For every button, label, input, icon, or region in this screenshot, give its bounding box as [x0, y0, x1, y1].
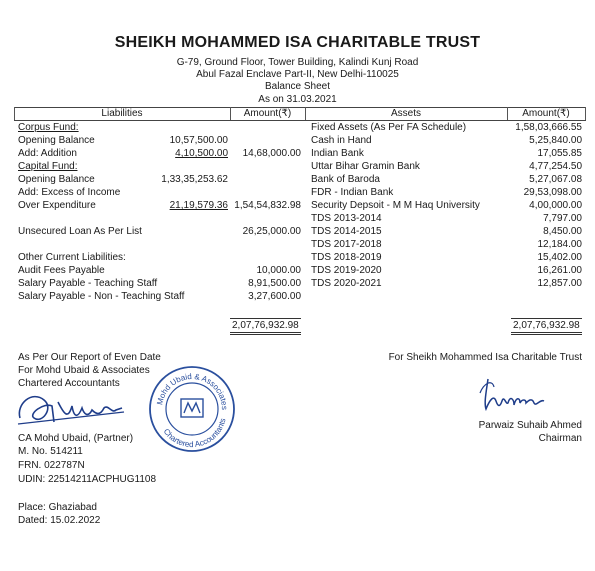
asset-amount: 29,53,098.00 — [523, 187, 582, 198]
liability-label: Corpus Fund: — [18, 122, 79, 133]
table-row — [0, 173, 595, 186]
liabilities-column-header: Liabilities — [101, 108, 143, 119]
udin-number: UDIN: 22514211ACPHUG1108 — [18, 474, 157, 485]
liability-amount: 14,68,000.00 — [242, 148, 301, 159]
place: Place: Ghaziabad — [18, 502, 97, 513]
asset-amount: 5,25,840.00 — [529, 135, 582, 146]
liability-label: Salary Payable - Teaching Staff — [18, 278, 158, 289]
liability-label: Audit Fees Payable — [18, 265, 105, 276]
chairman-signature-icon — [474, 373, 554, 417]
table-row — [0, 290, 595, 303]
asset-label: Indian Bank — [311, 148, 364, 159]
liability-label: Salary Payable - Non - Teaching Staff — [18, 291, 185, 302]
table-row — [0, 264, 595, 277]
asset-amount: 7,797.00 — [543, 213, 582, 224]
liability-label: Add: Addition — [18, 148, 77, 159]
liability-sub-amount: 21,19,579.36 — [169, 200, 228, 211]
table-row — [0, 199, 595, 212]
chairman-designation: Chairman — [538, 433, 582, 444]
liability-amount: 1,54,54,832.98 — [234, 200, 301, 211]
table-row — [0, 160, 595, 173]
amount-left-column-header: Amount(₹) — [243, 108, 292, 119]
liability-sub-amount: 4,10,500.00 — [175, 148, 228, 159]
report-reference: As Per Our Report of Even Date — [18, 352, 161, 363]
asset-label: Bank of Baroda — [311, 174, 380, 185]
dated: Dated: 15.02.2022 — [18, 515, 101, 526]
auditor-name: CA Mohd Ubaid, (Partner) — [18, 433, 134, 444]
asset-amount: 17,055.85 — [537, 148, 582, 159]
liability-sub-amount: 10,57,500.00 — [169, 135, 228, 146]
asset-label: TDS 2019-2020 — [311, 265, 382, 276]
asset-amount: 4,00,000.00 — [529, 200, 582, 211]
liability-label: Capital Fund: — [18, 161, 78, 172]
asset-amount: 12,184.00 — [537, 239, 582, 250]
liability-label: Add: Excess of Income — [18, 187, 121, 198]
asset-label: FDR - Indian Bank — [311, 187, 394, 198]
table-row — [0, 134, 595, 147]
table-row — [0, 186, 595, 199]
table-row — [0, 121, 595, 134]
liabilities-total-value: 2,07,76,932.98 — [230, 318, 301, 335]
asset-label: TDS 2014-2015 — [311, 226, 382, 237]
assets-column-header: Assets — [390, 108, 421, 119]
asset-amount: 1,58,03,666.55 — [515, 122, 582, 133]
asset-label: Fixed Assets (As Per FA Schedule) — [311, 122, 467, 133]
asset-label: TDS 2017-2018 — [311, 239, 382, 250]
auditor-seal-icon — [148, 365, 236, 453]
asset-amount: 8,450.00 — [543, 226, 582, 237]
asset-label: Uttar Bihar Gramin Bank — [311, 161, 420, 172]
liability-label: Unsecured Loan As Per List — [18, 226, 142, 237]
asset-label: TDS 2013-2014 — [311, 213, 382, 224]
trust-for-line: For Sheikh Mohammed Isa Charitable Trust — [388, 352, 582, 363]
frn-number: FRN. 022787N — [18, 460, 85, 471]
assets-total — [511, 320, 582, 331]
table-row — [0, 147, 595, 160]
asset-amount: 4,77,254.50 — [529, 161, 582, 172]
table-row — [0, 238, 595, 251]
liability-amount: 10,000.00 — [256, 265, 301, 276]
chairman-name: Parwaiz Suhaib Ahmed — [478, 420, 582, 431]
asset-label: TDS 2018-2019 — [311, 252, 382, 263]
liability-label: Other Current Liabilities: — [18, 252, 126, 263]
liability-sub-amount: 1,33,35,253.62 — [161, 174, 228, 185]
asset-label: Cash in Hand — [311, 135, 372, 146]
col-divider — [585, 107, 586, 120]
auditor-signature-icon — [14, 384, 134, 434]
liability-label: Opening Balance — [18, 135, 95, 146]
table-row — [0, 251, 595, 264]
asset-amount: 16,261.00 — [537, 265, 582, 276]
svg-text:Chartered Accountants: Chartered Accountants — [161, 417, 228, 450]
svg-text:Mohd Ubaid & Associates: Mohd Ubaid & Associates — [155, 371, 230, 411]
asset-amount: 5,27,067.08 — [529, 174, 582, 185]
membership-number: M. No. 514211 — [18, 446, 83, 457]
assets-total-value: 2,07,76,932.98 — [511, 318, 582, 335]
auditor-firm-type: Chartered Accountants — [18, 378, 120, 389]
as-on-date: As on 31.03.2021 — [258, 94, 337, 105]
address-line-1: G-79, Ground Floor, Tower Building, Kalindi Kunj Road — [176, 57, 419, 68]
asset-amount: 12,857.00 — [537, 278, 582, 289]
amount-right-column-header: Amount(₹) — [522, 108, 570, 119]
table-row — [0, 277, 595, 290]
liability-label: Over Expenditure — [18, 200, 96, 211]
asset-label: TDS 2020-2021 — [311, 278, 382, 289]
liabilities-total — [230, 320, 301, 331]
liability-label: Opening Balance — [18, 174, 95, 185]
liability-amount: 3,27,600.00 — [248, 291, 301, 302]
address-line-2: Abul Fazal Enclave Part-II, New Delhi-110025 — [196, 69, 399, 80]
auditor-firm: For Mohd Ubaid & Associates — [18, 365, 150, 376]
liability-amount: 8,91,500.00 — [248, 278, 301, 289]
liability-amount: 26,25,000.00 — [242, 226, 301, 237]
trust-name-title: SHEIKH MOHAMMED ISA CHARITABLE TRUST — [114, 34, 481, 51]
asset-label: Security Depsoit - M M Haq University — [311, 200, 480, 211]
table-row — [0, 212, 595, 225]
document-type: Balance Sheet — [264, 81, 331, 92]
table-row — [0, 225, 595, 238]
asset-amount: 15,402.00 — [537, 252, 582, 263]
